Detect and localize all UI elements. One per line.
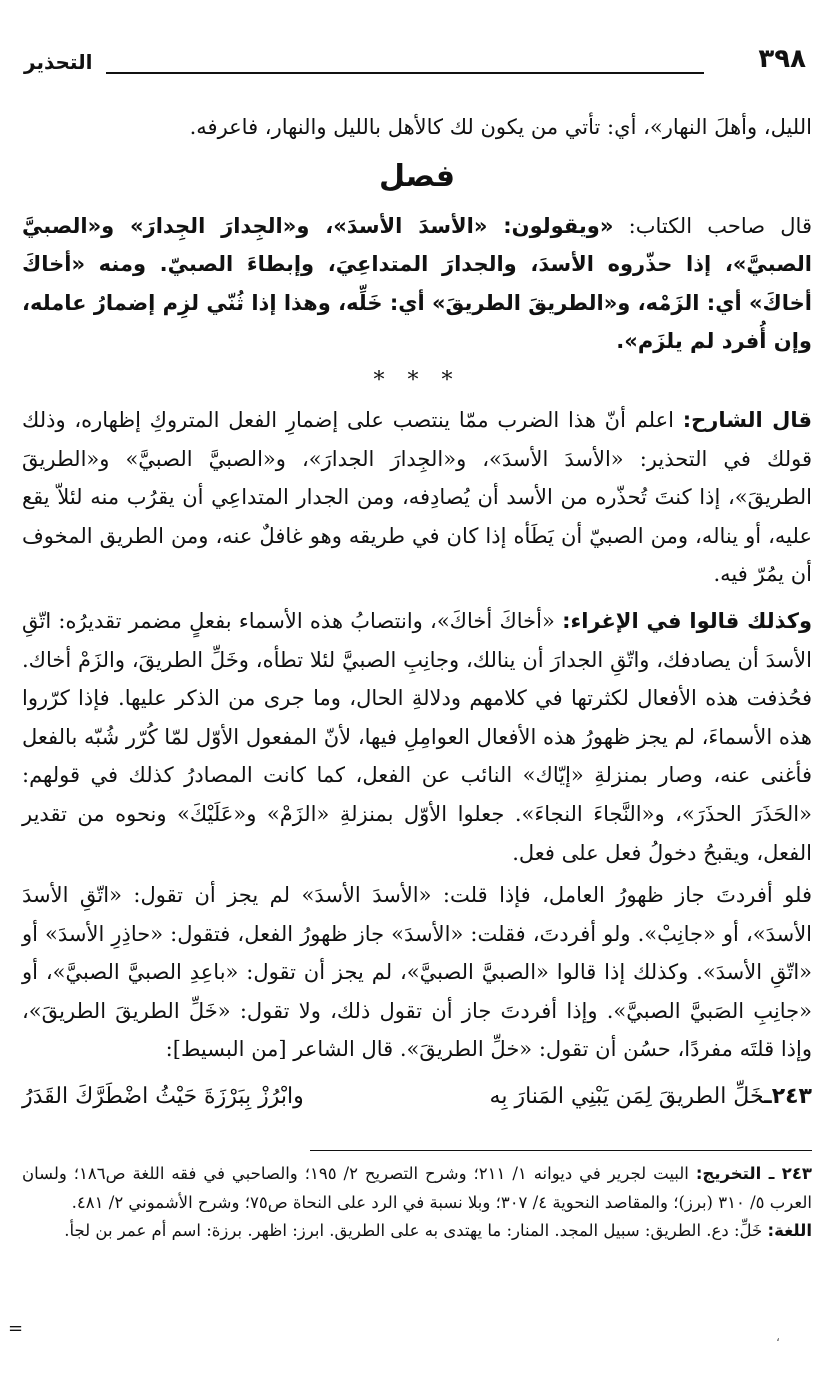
verse-first-text: خَلِّ الطريقَ لِمَن يَبْنِي المَنارَ بِه xyxy=(489,1084,765,1110)
matn-intro: قال صاحب الكتاب: xyxy=(613,213,812,238)
header-rule xyxy=(106,72,704,74)
footnote-takhrij xyxy=(22,1160,812,1217)
ighra-paragraph xyxy=(22,602,812,872)
opening-line: الليل، وأهلَ النهار»، أي: تأتي من يكون لك كالأهل بالليل والنهار، فاعرفه. xyxy=(189,115,812,139)
ifrad-paragraph: فلو أفردتَ جاز ظهورُ العامل، فإذا قلت: «الأسدَ الأسدَ» لم يجز أن تقول: «اتّقِ الأسدَ الأسدَ»، أو «جانِبْ». ولو أفردتَ، فقلت: «الأسدَ» جاز ظهورُ الفعل، فتقول: «حاذِرِ الأسدَ» أو «اتّقِ الأسدَ». وكذلك إذا قالوا «الصبيَّ الصبيَّ»، لم يجز أن تقول: «باعِدِ الصبيَّ الصبيَّ»، أو «جانِبِ الصَبيَّ الصبيَّ». وإذا أفردتَ جاز أن تقول ذلك، ولا تقول: «خَلِّ الطريقَ الطريقَ»، وإذا قلتَه مفردًا، حسُن أن تقول: «خلِّ الطريقَ». قال الشاعر [من البسيط]: xyxy=(22,883,812,1062)
corner-mark: ، xyxy=(776,1330,780,1344)
verse-first-hemistich xyxy=(490,1077,812,1117)
section-heading: فصل xyxy=(379,158,455,194)
sharh-paragraph xyxy=(22,401,812,594)
main-text xyxy=(22,108,812,1117)
running-title: التحذير xyxy=(24,50,93,74)
footnotes xyxy=(22,1160,812,1246)
ighra-text: «أخاكَ أخاكَ»، وانتصابُ هذه الأسماء بفعلٍ مضمر تقديرُه: اتّقِ الأسدَ أن يصادفك، واتّقِ الجدارَ أن ينالك، وجانِبِ الصبيَّ لئلا تطأه، وخَلِّ الطريقَ، والزَمْ أخاك. فحُذفت هذه الأفعال لكثرتها في كلامهم ودلالةِ الحال، وما جرى من الذكر عليها. فإذا كرّروا هذه الأسماءَ، لم يجز ظهورُ هذه الأفعال العوامِلِ فيها، لأنّ المفعول الأوّل لمّا كُرّر شُبّه بالفعل فأغنى عنه، وصار بمنزلةِ «إيّاك» النائب عن الفعل، كما كانت المصادرُ كذلك في قولهم: «الحَذَرَ الحذَرَ»، و«النَّجاءَ النجاءَ». جعلوا الأوّل بمنزلةِ «الزَمْ» و«عَلَيْكَ» ونحوه من تقدير الفعل، ويقبحُ دخولُ فعل على فعل. xyxy=(22,608,812,865)
lugha-label: اللغة: xyxy=(767,1221,812,1240)
page-number: ٣٩٨ xyxy=(758,44,806,74)
lugha-text: خَلِّ: دع. الطريق: سبيل المجد. المنار: ما يهتدى به على الطريق. ابرز: اظهر. برزة: اسم أم عمر بن لجأ. xyxy=(64,1221,768,1240)
matn-quote: «ويقولون: «الأسدَ الأسدَ»، و«الجِدارَ الجِدارَ» و«الصبيَّ الصبيَّ»، إذا حذّروه الأسدَ، والجدارَ المتداعِيَ، وإبطاءَ الصبيّ. ومنه «أخاكَ أخاكَ» أي: الزَمْه، و«الطريقَ الطريقَ» أي: خَلِّه، وهذا إذا ثُنّي لزِم إضمارُ عامله، وإن أُفرد لم يلزَم». xyxy=(22,213,812,354)
ighra-lead: وكذلك قالوا في الإغراء: xyxy=(562,608,812,633)
verse-number: ٢٤٣ـ xyxy=(764,1084,812,1110)
verse-second-hemistich: وابْرُزْ بِبَرْزَةَ حَيْثُ اضْطَرَّكَ القَدَرُ xyxy=(22,1084,304,1110)
footnote-rule xyxy=(310,1150,812,1151)
sharh-text: اعلم أنّ هذا الضرب ممّا ينتصب على إضمارِ الفعل المتروكِ إظهاره، وذلك قولك في التحذير: «الأسدَ الأسدَ»، و«الجِدارَ الجدارَ»، و«الصبيَّ الصبيَّ» و«الطريقَ الطريقَ»، إذا كنتَ تُحذّره من الأسد أن يُصادِفه، ومن الجدار المتداعِي أن يقرُب منه لئلاّ يقع عليه، أو يناله، ومن الصبيّ أن يَطَأه إذا كان في طريقه وهو غافلٌ عنه، ومن الطريق المخوف أن يمُرّ فيه. xyxy=(22,407,812,587)
page-header xyxy=(20,44,822,84)
footnote-lugha xyxy=(22,1217,812,1246)
takhrij-label: ٢٤٣ ـ التخريج: xyxy=(695,1164,812,1183)
poetry-verse xyxy=(22,1077,812,1117)
takhrij-text: البيت لجرير في ديوانه ١/ ٢١١؛ وشرح التصريح ٢/ ١٩٥؛ والصاحبي في فقه اللغة ص١٨٦؛ ولسان العرب ٥/ ٣١٠ (برز)؛ والمقاصد النحوية ٤/ ٣٠٧؛ وبلا نسبة في الرد على النحاة ص٧٥؛ وشرح الأشموني ٢/ ٤٨١. xyxy=(22,1164,812,1212)
sharh-label: قال الشارح: xyxy=(682,407,812,432)
margin-mark: = xyxy=(8,1318,24,1339)
matn-paragraph xyxy=(22,207,812,361)
separator-stars: * * * xyxy=(373,367,461,393)
